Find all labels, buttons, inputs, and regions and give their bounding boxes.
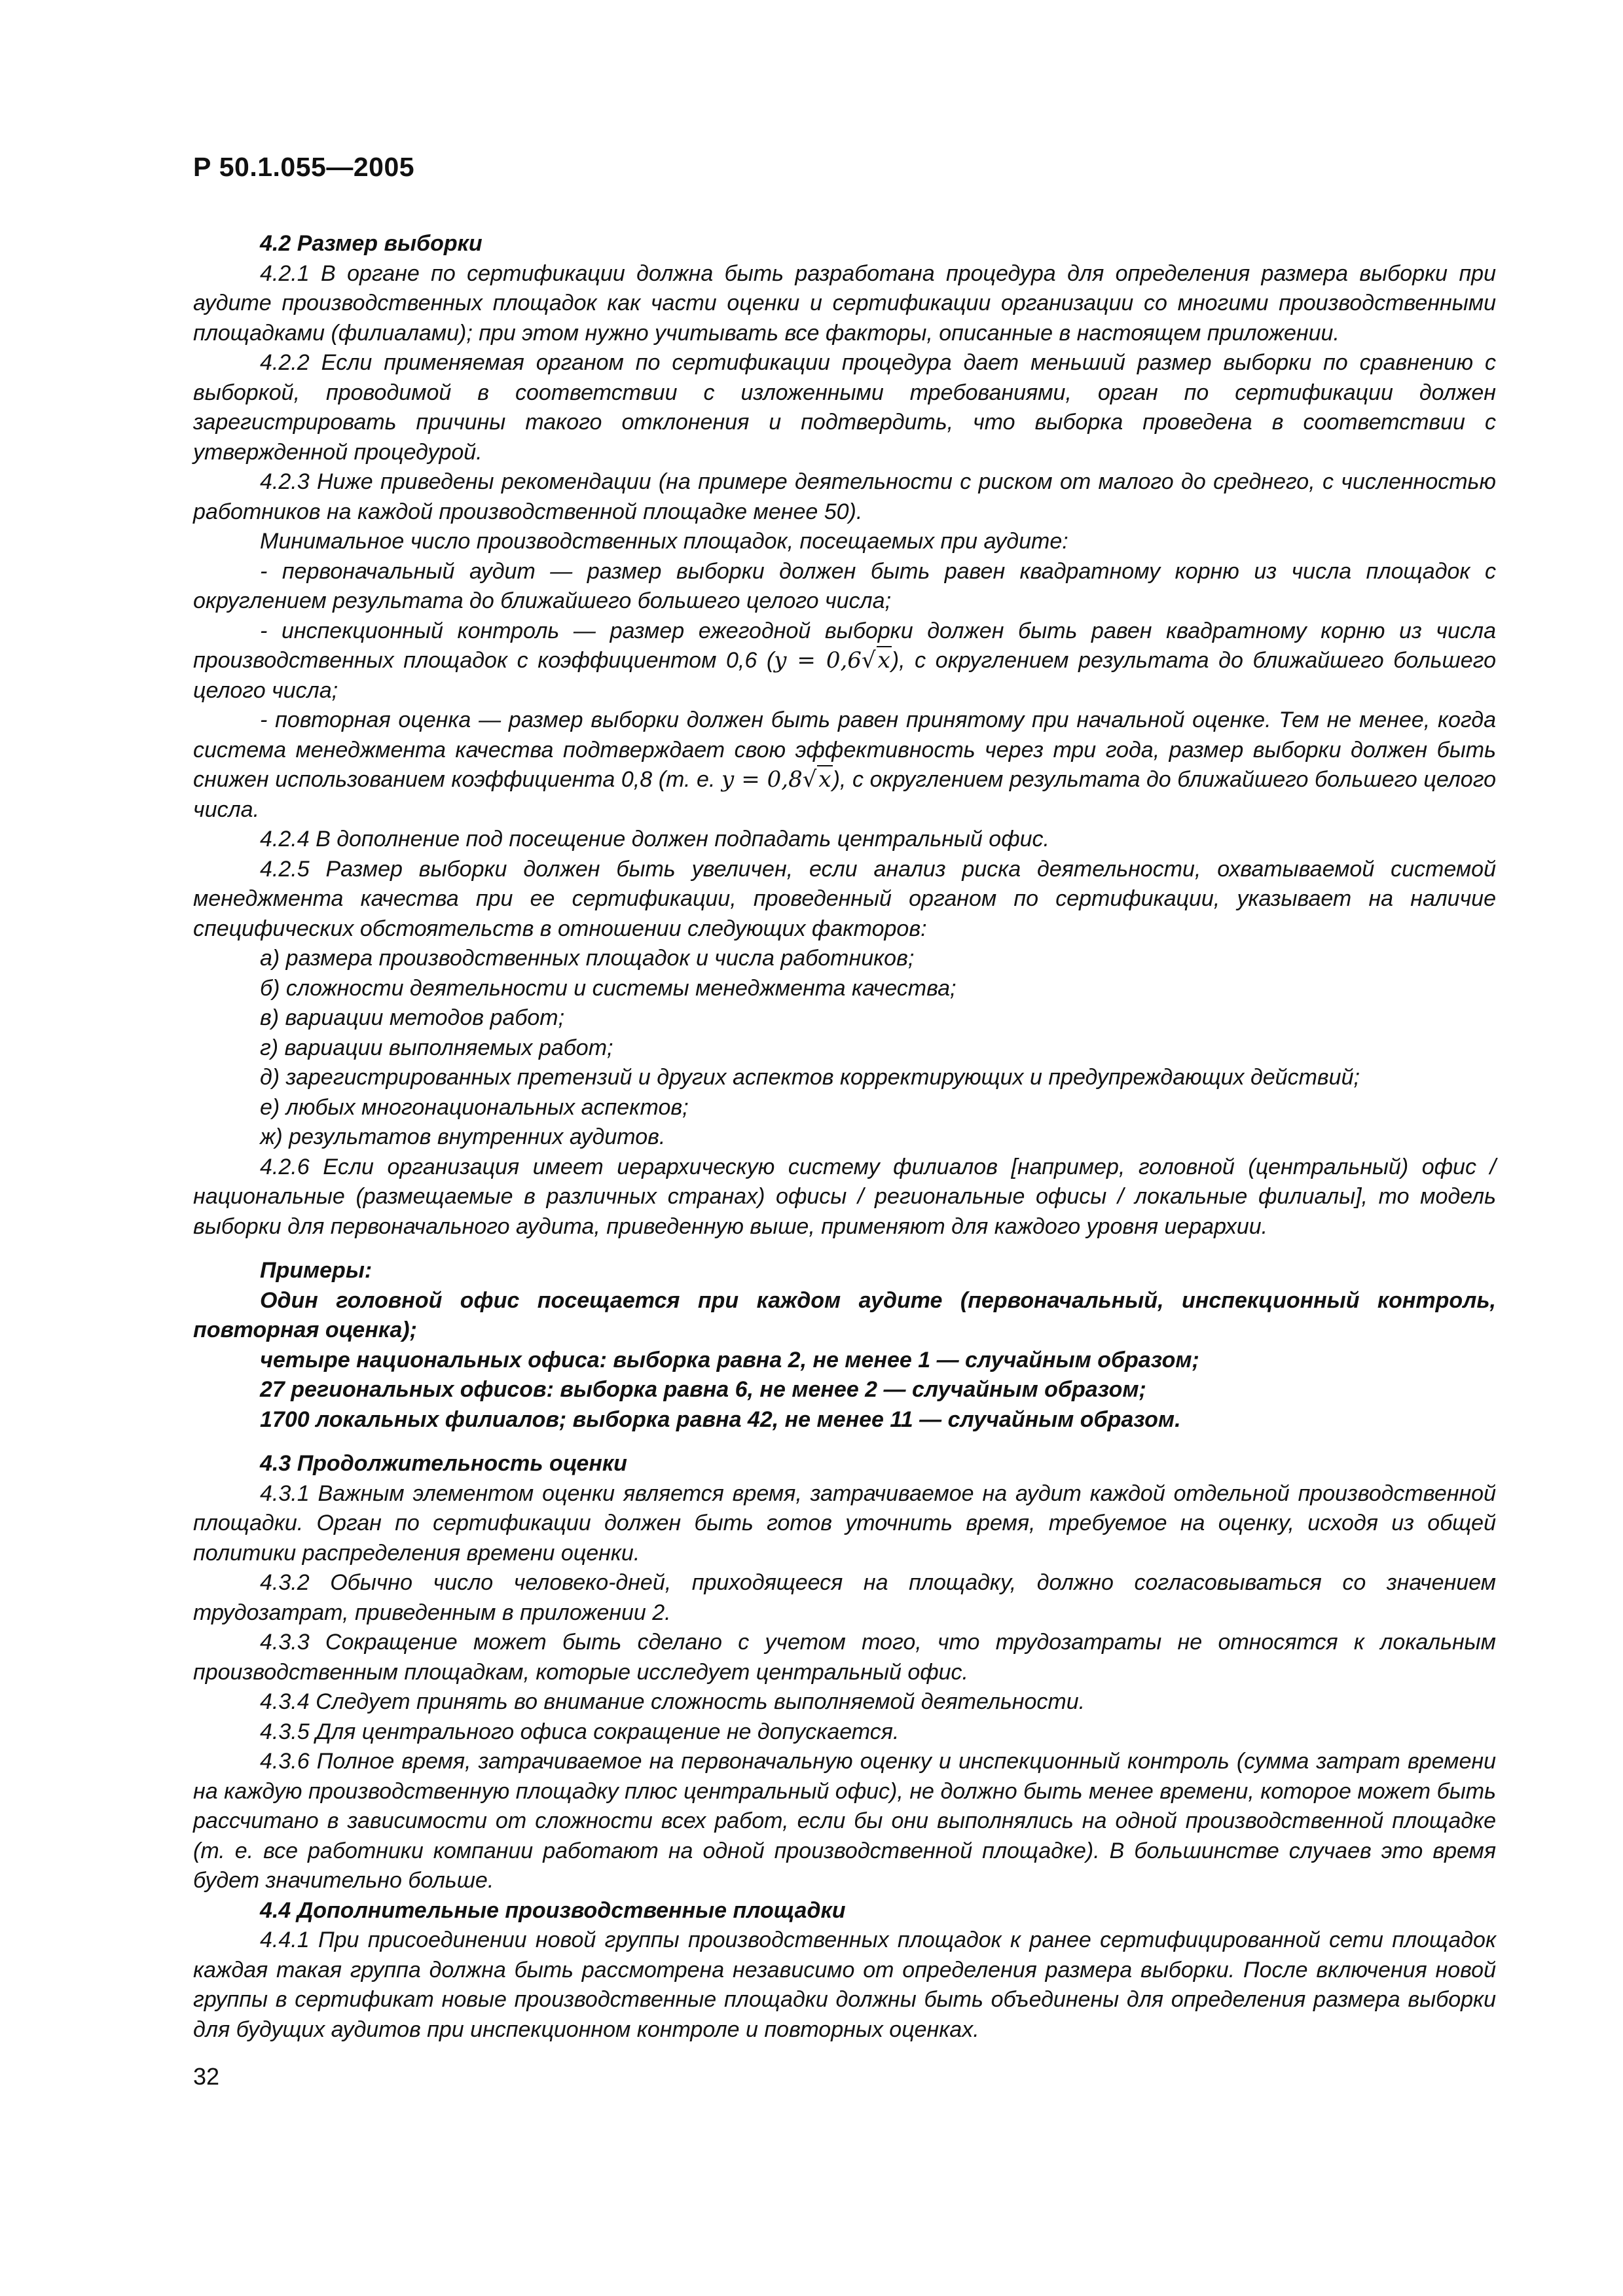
paragraph-min-sites: Минимальное число производственных площадок, посещаемых при аудите: — [260, 529, 1068, 554]
paragraph-4-3-4: 4.3.4 Следует принять во внимание сложность выполняемой деятельности. — [260, 1689, 1085, 1714]
example-item: 1700 локальных филиалов; выборка равна 42, не менее 11 — случайным образом. — [260, 1407, 1181, 1432]
bullet-reassessment: - повторная оценка — размер выборки должен быть равен принятому при начальной оценке. Тем не менее, когда система менеджмента качества подтверждает свою эффективность через три года, размер выборки должен быть снижен использованием коэффициента 0,8 (т. е. y = 0,8√x), с округлением результата до ближайшего большего целого числа. — [193, 708, 1496, 822]
document-body — [193, 229, 1496, 2045]
formula-reassessment: y = 0,8√x — [721, 766, 831, 793]
factor-item: е) любых многонациональных аспектов; — [260, 1094, 689, 1120]
paragraph-4-3-5: 4.3.5 Для центрального офиса сокращение не допускается. — [260, 1719, 900, 1744]
factor-item: а) размера производственных площадок и числа работников; — [260, 946, 915, 971]
section-heading-4-2: 4.2 Размер выборки — [260, 231, 483, 256]
paragraph-4-3-6: 4.3.6 Полное время, затрачиваемое на первоначальную оценку и инспекционный контроль (сумма затрат времени на каждую производственную площадку плюс центральный офис), не должно быть менее времени, которое может быть рассчитано в зависимости от сложности всех работ, если бы они выполнялись на одной производственной площадке (т. е. все работники компании работают на одной производственной площадке). В большинстве случаев это время будет значительно больше. — [193, 1749, 1496, 1893]
paragraph-4-2-2: 4.2.2 Если применяемая органом по сертификации процедура дает меньший размер выборки по сравнению с выборкой, проводимой в соответствии с изложенными требованиями, орган по сертификации должен зарегистрировать причины такого отклонения и подтвердить, что выборка проведена в соответствии с утвержденной процедурой. — [193, 350, 1496, 465]
bullet-initial-audit: - первоначальный аудит — размер выборки должен быть равен квадратному корню из числа площадок с округлением результата до ближайшего большего целого числа; — [193, 558, 1496, 613]
formula-surveillance: y = 0,6√x — [774, 647, 890, 673]
paragraph-4-3-3: 4.3.3 Сокращение может быть сделано с учетом того, что трудозатраты не относятся к локальным производственным площадкам, которые исследует центральный офис. — [193, 1630, 1496, 1685]
section-heading-4-3: 4.3 Продолжительность оценки — [260, 1451, 627, 1476]
bullet-surveillance: - инспекционный контроль — размер ежегодной выборки должен быть равен квадратному корню из числа производственных площадок с коэффициентом 0,6 (y = 0,6√x), с округлением результата до ближайшего большего целого числа; — [193, 618, 1496, 703]
example-item: Один головной офис посещается при каждом аудите (первоначальный, инспекционный контроль, повторная оценка); — [193, 1287, 1496, 1342]
paragraph-4-2-6: 4.2.6 Если организация имеет иерархическую систему филиалов [например, головной (центральный) офис / национальные (размещаемые в различных странах) офисы / региональные офисы / локальные филиалы], то модель выборки для первоначального аудита, приведенную выше, применяют для каждого уровня иерархии. — [193, 1154, 1496, 1239]
examples-title: Примеры: — [260, 1258, 373, 1283]
factor-item: г) вариации выполняемых работ; — [260, 1035, 613, 1060]
factor-item: д) зарегистрированных претензий и других аспектов корректирующих и предупреждающих действий; — [260, 1065, 1360, 1090]
paragraph-4-3-2: 4.3.2 Обычно число человеко-дней, приходящееся на площадку, должно согласовываться со значением трудозатрат, приведенным в приложении 2. — [193, 1570, 1496, 1625]
paragraph-4-2-3: 4.2.3 Ниже приведены рекомендации (на примере деятельности с риском от малого до среднего, с численностью работников на каждой производственной площадке менее 50). — [193, 469, 1496, 524]
section-heading-4-4: 4.4 Дополнительные производственные площадки — [260, 1897, 846, 1923]
factor-item: б) сложности деятельности и системы менеджмента качества; — [260, 975, 957, 1001]
factor-item: в) вариации методов работ; — [260, 1005, 565, 1030]
paragraph-4-2-4: 4.2.4 В дополнение под посещение должен подпадать центральный офис. — [260, 827, 1049, 852]
paragraph-4-2-5: 4.2.5 Размер выборки должен быть увеличен, если анализ риска деятельности, охватываемой системой менеджмента качества при ее сертификации, проведенный органом по сертификации, указывает на наличие специфических обстоятельств в отношении следующих факторов: — [193, 856, 1496, 941]
example-item: 27 региональных офисов: выборка равна 6, не менее 2 — случайным образом; — [260, 1377, 1146, 1402]
paragraph-4-3-1: 4.3.1 Важным элементом оценки является время, затрачиваемое на аудит каждой отдельной производственной площадки. Орган по сертификации должен быть готов уточнить время, требуемое на оценку, исходя из общей политики распределения времени оценки. — [193, 1480, 1496, 1566]
page-number: 32 — [193, 2063, 220, 2090]
document-header: Р 50.1.055—2005 — [193, 152, 415, 182]
paragraph-4-4-1: 4.4.1 При присоединении новой группы производственных площадок к ранее сертифицированной сети площадок каждая такая группа должна быть рассмотрена независимо от определения размера выборки. После включения новой группы в сертификат новые производственные площадки должны быть объединены для определения размера выборки для будущих аудитов при инспекционном контроле и повторных оценках. — [193, 1928, 1496, 2042]
paragraph-4-2-1: 4.2.1 В органе по сертификации должна быть разработана процедура для определения размера выборки при аудите производственных площадок как части оценки и сертификации организации со многими производственными площадками (филиалами); при этом нужно учитывать все факторы, описанные в настоящем приложении. — [193, 260, 1496, 346]
example-item: четыре национальных офиса: выборка равна 2, не менее 1 — случайным образом; — [260, 1347, 1199, 1372]
factor-item: ж) результатов внутренних аудитов. — [260, 1124, 666, 1149]
